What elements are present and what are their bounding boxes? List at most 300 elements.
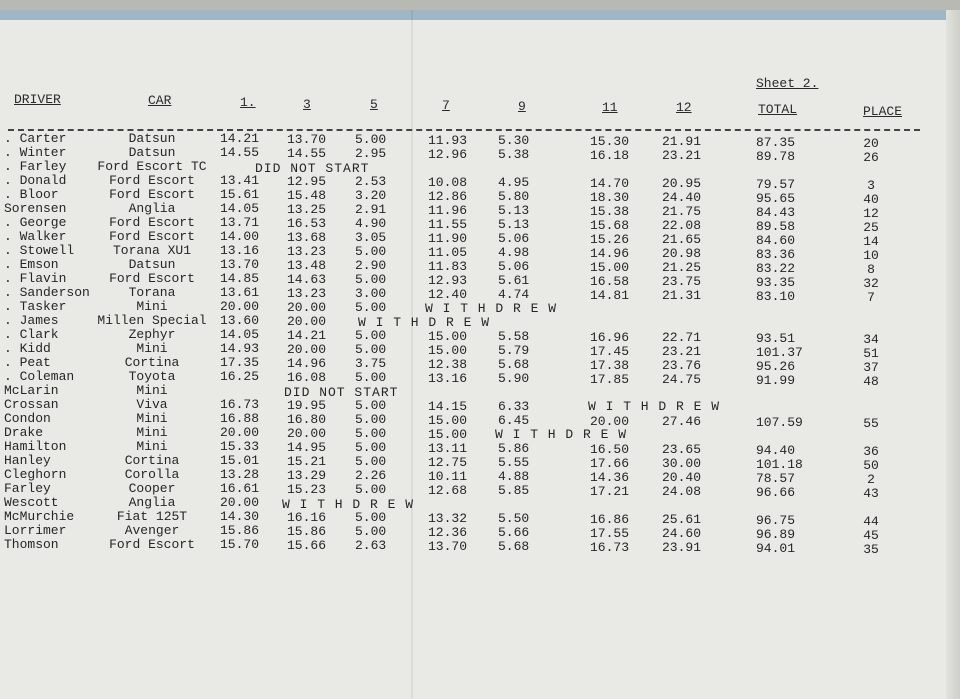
header-col-12: 12: [676, 100, 692, 115]
row-0-c7: 11.93: [428, 133, 468, 148]
row-0-c9: 5.30: [498, 133, 530, 148]
row-4-c3: 15.48: [287, 188, 327, 203]
row-9-c5: 2.90: [355, 258, 387, 273]
row-20-c7: 15.00: [428, 413, 468, 428]
row-19-c7: 14.15: [428, 399, 468, 414]
row-0-c12: 21.91: [662, 134, 702, 149]
row-22-c1: 15.33: [220, 439, 260, 454]
row-7-driver: . Walker: [4, 229, 67, 244]
row-25-car: Cooper: [128, 481, 176, 496]
header-col-7: 7: [442, 98, 450, 113]
row-1-c9: 5.38: [498, 147, 530, 162]
row-5-place: 12: [863, 206, 879, 221]
row-7-c11: 15.26: [590, 232, 630, 247]
row-12-note: W I T H D R E W: [425, 301, 558, 316]
row-0-c5: 5.00: [355, 132, 387, 147]
row-25-c5: 5.00: [355, 482, 387, 497]
row-24-car: Corolla: [124, 467, 180, 482]
row-16-driver: . Peat: [4, 355, 51, 370]
row-23-c12: 30.00: [662, 456, 702, 471]
row-1-car: Datsun: [128, 145, 176, 160]
row-5-driver: Sorensen: [4, 201, 67, 216]
sheet-label: Sheet 2.: [756, 76, 819, 91]
row-16-c11: 17.38: [590, 358, 630, 373]
row-24-c9: 4.88: [498, 469, 530, 484]
row-27-c3: 16.16: [287, 510, 327, 525]
row-22-car: Mini: [136, 439, 168, 454]
row-13-car: Millen Special: [97, 313, 207, 328]
row-9-c7: 11.83: [428, 259, 468, 274]
row-7-c3: 13.68: [287, 230, 327, 245]
row-4-c11: 18.30: [590, 190, 630, 205]
row-16-place: 37: [863, 360, 879, 375]
row-8-place: 10: [863, 248, 879, 263]
row-2-driver: . Farley: [4, 159, 67, 174]
row-0-place: 20: [863, 136, 879, 151]
row-1-place: 26: [863, 150, 879, 165]
row-15-c5: 5.00: [355, 342, 387, 357]
row-21-c7: 15.00: [428, 427, 468, 442]
row-3-driver: . Donald: [4, 173, 67, 188]
row-8-c5: 5.00: [355, 244, 387, 259]
row-25-place: 43: [863, 486, 879, 501]
row-10-c5: 5.00: [355, 272, 387, 287]
row-27-c5: 5.00: [355, 510, 387, 525]
row-15-c3: 20.00: [287, 342, 327, 357]
row-17-place: 48: [863, 374, 879, 389]
row-7-place: 14: [863, 234, 879, 249]
row-5-c1: 14.05: [220, 201, 260, 216]
row-15-c7: 15.00: [428, 343, 468, 358]
row-15-place: 51: [863, 346, 879, 361]
row-22-total: 94.40: [756, 443, 796, 458]
row-23-c11: 17.66: [590, 456, 630, 471]
row-28-c1: 15.86: [220, 523, 260, 538]
row-12-car: Mini: [136, 299, 168, 314]
row-0-driver: . Carter: [4, 131, 67, 146]
row-14-c1: 14.05: [220, 327, 260, 342]
row-15-c9: 5.79: [498, 343, 530, 358]
row-29-c7: 13.70: [428, 539, 468, 554]
row-29-car: Ford Escort: [109, 537, 195, 552]
row-17-c11: 17.85: [590, 372, 630, 387]
row-22-c7: 13.11: [428, 441, 468, 456]
row-1-c7: 12.96: [428, 147, 468, 162]
row-27-c9: 5.50: [498, 511, 530, 526]
row-6-c3: 16.53: [287, 216, 327, 231]
row-4-c1: 15.61: [220, 187, 260, 202]
row-12-driver: . Tasker: [4, 299, 67, 314]
row-0-c1: 14.21: [220, 131, 260, 146]
row-12-c5: 5.00: [355, 300, 387, 315]
row-17-c3: 16.08: [287, 370, 327, 385]
row-27-place: 44: [863, 514, 879, 529]
row-22-c5: 5.00: [355, 440, 387, 455]
row-28-place: 45: [863, 528, 879, 543]
row-0-c3: 13.70: [287, 132, 327, 147]
row-10-total: 93.35: [756, 275, 796, 290]
row-6-total: 89.58: [756, 219, 796, 234]
row-23-driver: Hanley: [4, 453, 51, 468]
row-28-driver: Lorrimer: [4, 523, 67, 538]
row-8-c1: 13.16: [220, 243, 260, 258]
row-19-c1: 16.73: [220, 397, 260, 412]
row-28-car: Avenger: [124, 523, 180, 538]
row-16-car: Cortina: [124, 355, 180, 370]
row-28-c5: 5.00: [355, 524, 387, 539]
row-21-car: Mini: [136, 425, 168, 440]
row-27-c1: 14.30: [220, 509, 260, 524]
row-23-c1: 15.01: [220, 453, 260, 468]
row-5-car: Anglia: [128, 201, 176, 216]
row-11-c7: 12.40: [428, 287, 468, 302]
row-28-c7: 12.36: [428, 525, 468, 540]
row-8-car: Torana XU1: [112, 243, 191, 258]
row-13-driver: . James: [4, 313, 59, 328]
row-23-c5: 5.00: [355, 454, 387, 469]
row-22-c9: 5.86: [498, 441, 530, 456]
row-3-c11: 14.70: [590, 176, 630, 191]
row-24-c11: 14.36: [590, 470, 630, 485]
row-8-c7: 11.05: [428, 245, 468, 260]
row-8-driver: . Stowell: [4, 243, 75, 258]
row-11-c9: 4.74: [498, 287, 530, 302]
row-16-c3: 14.96: [287, 356, 327, 371]
paper-edge: [946, 10, 960, 699]
row-6-c9: 5.13: [498, 217, 530, 232]
row-9-place: 8: [867, 262, 875, 277]
row-3-c9: 4.95: [498, 175, 530, 190]
row-9-driver: . Emson: [4, 257, 59, 272]
row-17-driver: . Coleman: [4, 369, 75, 384]
row-6-c5: 4.90: [355, 216, 387, 231]
row-24-place: 2: [867, 472, 875, 487]
row-29-c9: 5.68: [498, 539, 530, 554]
row-25-c9: 5.85: [498, 483, 530, 498]
row-1-total: 89.78: [756, 149, 796, 164]
row-28-c9: 5.66: [498, 525, 530, 540]
row-17-c5: 5.00: [355, 370, 387, 385]
row-21-driver: Drake: [4, 425, 44, 440]
row-20-driver: Condon: [4, 411, 51, 426]
row-16-c9: 5.68: [498, 357, 530, 372]
row-29-total: 94.01: [756, 541, 796, 556]
row-11-c5: 3.00: [355, 286, 387, 301]
row-0-car: Datsun: [128, 131, 176, 146]
row-28-total: 96.89: [756, 527, 796, 542]
row-19-c5: 5.00: [355, 398, 387, 413]
row-17-c12: 24.75: [662, 372, 702, 387]
row-2-car: Ford Escort TC: [97, 159, 207, 174]
row-13-c3: 20.00: [287, 314, 327, 329]
row-21-c3: 20.00: [287, 426, 327, 441]
row-18-car: Mini: [136, 383, 168, 398]
row-3-car: Ford Escort: [109, 173, 195, 188]
row-24-c1: 13.28: [220, 467, 260, 482]
row-17-total: 91.99: [756, 373, 796, 388]
row-11-car: Torana: [128, 285, 176, 300]
row-16-c1: 17.35: [220, 355, 260, 370]
row-14-place: 34: [863, 332, 879, 347]
row-4-c5: 3.20: [355, 188, 387, 203]
row-6-place: 25: [863, 220, 879, 235]
row-14-c9: 5.58: [498, 329, 530, 344]
row-23-car: Cortina: [124, 453, 180, 468]
row-10-c11: 16.58: [590, 274, 630, 289]
row-20-place: 55: [863, 416, 879, 431]
row-20-c12: 27.46: [662, 414, 702, 429]
row-17-c1: 16.25: [220, 369, 260, 384]
row-3-place: 3: [867, 178, 875, 193]
row-16-total: 95.26: [756, 359, 796, 374]
header-place: PLACE: [863, 104, 903, 119]
row-16-c7: 12.38: [428, 357, 468, 372]
row-25-c7: 12.68: [428, 483, 468, 498]
row-3-c12: 20.95: [662, 176, 702, 191]
row-8-c3: 13.23: [287, 244, 327, 259]
row-10-car: Ford Escort: [109, 271, 195, 286]
row-7-c7: 11.90: [428, 231, 468, 246]
row-11-c12: 21.31: [662, 288, 702, 303]
row-26-note: W I T H D R E W: [282, 497, 415, 512]
row-20-c5: 5.00: [355, 412, 387, 427]
header-col-11: 11: [602, 100, 618, 115]
row-15-c12: 23.21: [662, 344, 702, 359]
background-strip: [0, 10, 960, 20]
row-10-place: 32: [863, 276, 879, 291]
header-col-9: 9: [518, 99, 526, 114]
row-14-c11: 16.96: [590, 330, 630, 345]
row-7-c9: 5.06: [498, 231, 530, 246]
row-22-c3: 14.95: [287, 440, 327, 455]
header-total: TOTAL: [758, 102, 798, 117]
header-col-5: 5: [370, 97, 378, 112]
row-6-c7: 11.55: [428, 217, 468, 232]
row-1-c1: 14.55: [220, 145, 260, 160]
row-20-c11: 20.00: [590, 414, 630, 429]
row-24-c3: 13.29: [287, 468, 327, 483]
row-6-c1: 13.71: [220, 215, 260, 230]
row-27-c7: 13.32: [428, 511, 468, 526]
row-25-c11: 17.21: [590, 484, 630, 499]
row-11-c3: 13.23: [287, 286, 327, 301]
row-20-c9: 6.45: [498, 413, 530, 428]
row-13-note: W I T H D R E W: [358, 315, 491, 330]
row-26-driver: Wescott: [4, 495, 59, 510]
row-7-c12: 21.65: [662, 232, 702, 247]
header-col-3: 3: [303, 97, 311, 112]
header-driver: DRIVER: [14, 92, 61, 107]
row-29-c12: 23.91: [662, 540, 702, 555]
row-5-c7: 11.96: [428, 203, 468, 218]
row-13-c1: 13.60: [220, 313, 260, 328]
row-14-car: Zephyr: [128, 327, 176, 342]
row-3-total: 79.57: [756, 177, 796, 192]
row-22-driver: Hamilton: [4, 439, 67, 454]
results-sheet: [0, 10, 960, 699]
row-1-c5: 2.95: [355, 146, 387, 161]
row-14-c7: 15.00: [428, 329, 468, 344]
row-6-driver: . George: [4, 215, 67, 230]
row-1-c12: 23.21: [662, 148, 702, 163]
row-0-c11: 15.30: [590, 134, 630, 149]
row-29-c1: 15.70: [220, 537, 260, 552]
row-20-c1: 16.88: [220, 411, 260, 426]
row-25-c3: 15.23: [287, 482, 327, 497]
row-14-total: 93.51: [756, 331, 796, 346]
row-10-c1: 14.85: [220, 271, 260, 286]
row-6-c11: 15.68: [590, 218, 630, 233]
row-21-c1: 20.00: [220, 425, 260, 440]
row-2-note: DID NOT START: [255, 161, 370, 176]
row-8-total: 83.36: [756, 247, 796, 262]
row-11-c1: 13.61: [220, 285, 260, 300]
row-29-driver: Thomson: [4, 537, 59, 552]
row-4-total: 95.65: [756, 191, 796, 206]
row-28-c12: 24.60: [662, 526, 702, 541]
row-11-c11: 14.81: [590, 288, 630, 303]
row-15-car: Mini: [136, 341, 168, 356]
row-8-c9: 4.98: [498, 245, 530, 260]
row-4-driver: . Bloor: [4, 187, 59, 202]
row-7-c1: 14.00: [220, 229, 260, 244]
row-10-c3: 14.63: [287, 272, 327, 287]
row-9-c11: 15.00: [590, 260, 630, 275]
row-4-place: 40: [863, 192, 879, 207]
row-23-total: 101.18: [756, 457, 803, 472]
row-10-c7: 12.93: [428, 273, 468, 288]
row-29-c11: 16.73: [590, 540, 630, 555]
row-25-c12: 24.08: [662, 484, 702, 499]
row-9-car: Datsun: [128, 257, 176, 272]
row-3-c3: 12.95: [287, 174, 327, 189]
row-27-car: Fiat 125T: [116, 509, 188, 524]
row-18-note: DID NOT START: [284, 385, 399, 400]
row-5-c5: 2.91: [355, 202, 387, 217]
row-20-car: Mini: [136, 411, 168, 426]
row-15-c1: 14.93: [220, 341, 260, 356]
row-25-total: 96.66: [756, 485, 796, 500]
row-17-car: Toyota: [128, 369, 176, 384]
row-3-c1: 13.41: [220, 173, 260, 188]
row-21-c5: 5.00: [355, 426, 387, 441]
row-19-c9: 6.33: [498, 399, 530, 414]
row-28-c3: 15.86: [287, 524, 327, 539]
row-9-c9: 5.06: [498, 259, 530, 274]
row-3-c5: 2.53: [355, 174, 387, 189]
row-27-c12: 25.61: [662, 512, 702, 527]
row-4-c7: 12.86: [428, 189, 468, 204]
row-5-c11: 15.38: [590, 204, 630, 219]
row-27-c11: 16.86: [590, 512, 630, 527]
row-17-c7: 13.16: [428, 371, 468, 386]
row-3-c7: 10.08: [428, 175, 468, 190]
row-29-c5: 2.63: [355, 538, 387, 553]
row-16-c12: 23.76: [662, 358, 702, 373]
row-22-place: 36: [863, 444, 879, 459]
header-col-1: 1.: [240, 95, 256, 110]
row-0-total: 87.35: [756, 135, 796, 150]
row-1-c3: 14.55: [287, 146, 327, 161]
header-car: CAR: [148, 93, 172, 108]
row-24-total: 78.57: [756, 471, 796, 486]
row-6-car: Ford Escort: [109, 215, 195, 230]
row-6-c12: 22.08: [662, 218, 702, 233]
row-14-driver: . Clark: [4, 327, 59, 342]
row-5-total: 84.43: [756, 205, 796, 220]
row-14-c12: 22.71: [662, 330, 702, 345]
row-10-c12: 23.75: [662, 274, 702, 289]
row-9-c1: 13.70: [220, 257, 260, 272]
row-29-c3: 15.66: [287, 538, 327, 553]
row-8-c11: 14.96: [590, 246, 630, 261]
row-27-total: 96.75: [756, 513, 796, 528]
row-22-c12: 23.65: [662, 442, 702, 457]
row-20-total: 107.59: [756, 415, 803, 430]
row-9-c12: 21.25: [662, 260, 702, 275]
row-11-total: 83.10: [756, 289, 796, 304]
row-17-c9: 5.90: [498, 371, 530, 386]
row-26-car: Anglia: [128, 495, 176, 510]
row-24-driver: Cleghorn: [4, 467, 67, 482]
row-11-driver: . Sanderson: [4, 285, 90, 300]
row-28-c11: 17.55: [590, 526, 630, 541]
row-15-c11: 17.45: [590, 344, 630, 359]
paper-fold: [411, 10, 413, 699]
row-10-driver: . Flavin: [4, 271, 67, 286]
row-9-c3: 13.48: [287, 258, 327, 273]
row-7-c5: 3.05: [355, 230, 387, 245]
row-14-c3: 14.21: [287, 328, 327, 343]
row-24-c7: 10.11: [428, 469, 468, 484]
row-26-c1: 20.00: [220, 495, 260, 510]
row-12-c3: 20.00: [287, 300, 327, 315]
row-27-driver: McMurchie: [4, 509, 75, 524]
row-7-total: 84.60: [756, 233, 796, 248]
row-5-c3: 13.25: [287, 202, 327, 217]
row-15-driver: . Kidd: [4, 341, 51, 356]
row-23-c7: 12.75: [428, 455, 468, 470]
row-8-c12: 20.98: [662, 246, 702, 261]
row-29-place: 35: [863, 542, 879, 557]
row-19-car: Viva: [136, 397, 168, 412]
row-23-c3: 15.21: [287, 454, 327, 469]
row-1-c11: 16.18: [590, 148, 630, 163]
row-19-c3: 19.95: [287, 398, 327, 413]
row-14-c5: 5.00: [355, 328, 387, 343]
row-23-place: 50: [863, 458, 879, 473]
row-24-c12: 20.40: [662, 470, 702, 485]
row-7-car: Ford Escort: [109, 229, 195, 244]
row-5-c9: 5.13: [498, 203, 530, 218]
row-4-car: Ford Escort: [109, 187, 195, 202]
row-23-c9: 5.55: [498, 455, 530, 470]
row-22-c11: 16.50: [590, 442, 630, 457]
row-24-c5: 2.26: [355, 468, 387, 483]
row-15-total: 101.37: [756, 345, 803, 360]
row-25-driver: Farley: [4, 481, 51, 496]
row-11-place: 7: [867, 290, 875, 305]
row-4-c12: 24.40: [662, 190, 702, 205]
row-21-note: W I T H D R E W: [495, 427, 628, 442]
row-9-total: 83.22: [756, 261, 796, 276]
row-19-driver: Crossan: [4, 397, 59, 412]
row-4-c9: 5.80: [498, 189, 530, 204]
row-16-c5: 3.75: [355, 356, 387, 371]
row-10-c9: 5.61: [498, 273, 530, 288]
row-12-c1: 20.00: [220, 299, 260, 314]
row-1-driver: . Winter: [4, 145, 67, 160]
